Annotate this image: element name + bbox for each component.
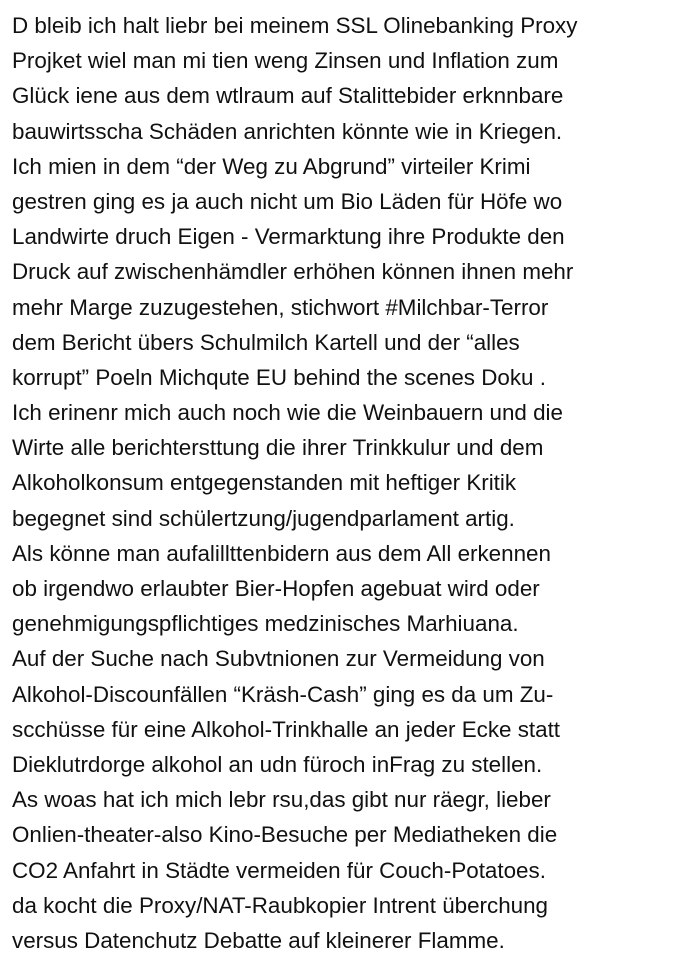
text-line: D bleib ich halt liebr bei meinem SSL Olinebanking Proxy xyxy=(12,13,578,38)
text-line: As woas hat ich mich lebr rsu,das gibt nur räegr, lieber xyxy=(12,787,551,813)
text-line: Glück iene aus dem wtlraum auf Stalittebider erknnbare xyxy=(12,83,564,109)
text-line: Alkohol-Discounfällen “Kräsh-Cash” ging es da um Zu- xyxy=(12,681,554,707)
text-line: Ich mien in dem “der Weg zu Abgrund” virteiler Krimi xyxy=(12,153,531,179)
text-line: versus Datenchutz Debatte auf kleinerer Flamme. xyxy=(12,927,505,953)
text-line: Landwirte druch Eigen - Vermarktung ihre Produkte den xyxy=(12,224,565,250)
text-line: Onlien-theater-also Kino-Besuche per Mediatheken die xyxy=(12,822,558,848)
text-line: CO2 Anfahrt in Städte vermeiden für Couch-Potatoes. xyxy=(12,857,546,883)
text-line: ob irgendwo erlaubter Bier-Hopfen agebuat wird oder xyxy=(12,576,540,601)
text-line: korrupt” Poeln Michqute EU behind the scenes Doku . xyxy=(12,364,546,390)
text-line: mehr Marge zuzugestehen, stichwort #Milchbar-Terror xyxy=(12,294,549,320)
text-line: Auf der Suche nach Subvtnionen zur Vermeidung von xyxy=(12,646,545,672)
text-line: gestren ging es ja auch nicht um Bio Läden für Höfe wo xyxy=(12,188,563,214)
text-line: Dieklutrdorge alkohol an udn füroch inFrag zu stellen. xyxy=(12,751,543,777)
text-line: Alkoholkonsum entgegenstanden mit heftiger Kritik xyxy=(12,470,517,496)
text-line: Ich erinenr mich auch noch wie die Weinbauern und die xyxy=(12,400,563,426)
text-line: Wirte alle berichtersttung die ihrer Trinkkulur und dem xyxy=(12,435,544,461)
text-line: dem Bericht übers Schulmilch Kartell und der “alles xyxy=(12,329,520,355)
text-line: genehmigungspflichtiges medzinisches Marhiuana. xyxy=(12,611,519,637)
text-line: scchüsse für eine Alkohol-Trinkhalle an jeder Ecke statt xyxy=(12,716,561,742)
text-line: Projket wiel man mi tien weng Zinsen und Inflation zum xyxy=(12,48,559,74)
text-line: Druck auf zwischenhämdler erhöhen können ihnen mehr xyxy=(12,259,574,285)
text-line: begegnet sind schülertzung/jugendparlament artig. xyxy=(12,505,515,531)
body-text xyxy=(12,8,680,958)
text-line: bauwirtsscha Schäden anrichten könnte wie in Kriegen. xyxy=(12,118,563,144)
text-line: Als könne man aufalillttenbidern aus dem All erkennen xyxy=(12,540,551,566)
text-line: da kocht die Proxy/NAT-Raubkopier Intrent überchung xyxy=(12,892,549,918)
